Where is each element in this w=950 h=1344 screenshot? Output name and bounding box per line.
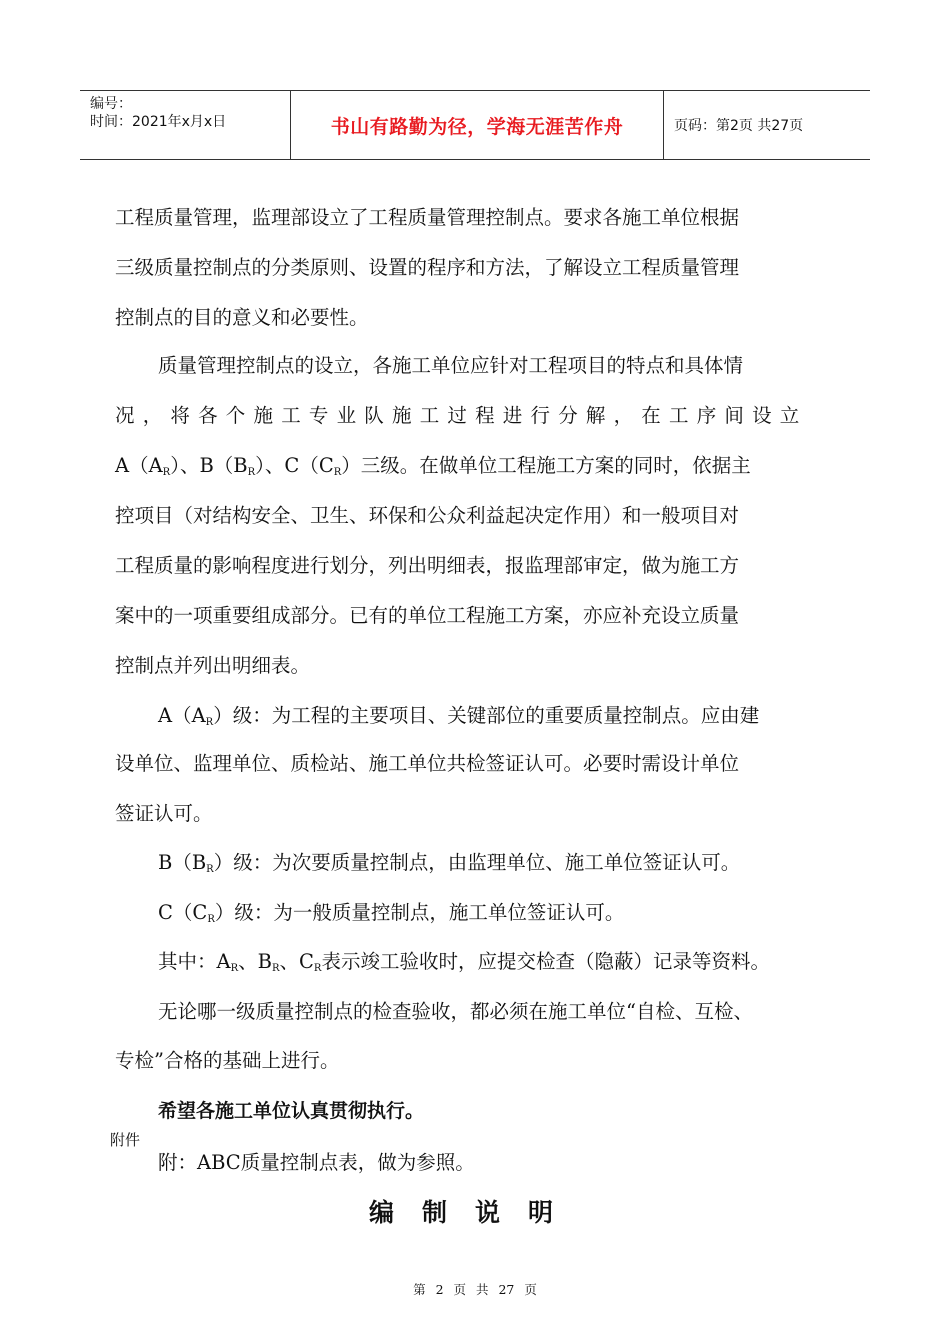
page-header xyxy=(80,90,870,160)
body-line: 三级质量控制点的分类原则、设置的程序和方法，了解设立工程质量管理 xyxy=(115,256,740,279)
section-title: 编制说明 xyxy=(368,1198,581,1227)
body-line-abc: $A(A_R)$、$B(B_R)$、$C(C_R)$三级。在做单位工程施工方案的同时，依据主 xyxy=(115,454,751,478)
records-line: 其中：$A_R$、$B_R$、$C_R$表示竣工验收时，应提交检查（隐蔽）记录等资料。 xyxy=(158,950,770,974)
time-label: 时间：2021年x月x日 xyxy=(90,114,227,130)
a-level-line: $A(A_R)$级：为工程的主要项目、关键部位的重要质量控制点。应由建 xyxy=(158,704,760,728)
body-line: 工程质量管理，监理部设立了工程质量管理控制点。要求各施工单位根据 xyxy=(115,206,740,229)
hope-line: 希望各施工单位认真贯彻执行。 xyxy=(158,1100,425,1122)
code-label: 编号： xyxy=(90,96,132,112)
b-level-line: $B(B_R)$级：为次要质量控制点，由监理单位、施工单位签证认可。 xyxy=(158,851,741,875)
attachment-label: 附件 xyxy=(110,1131,141,1149)
body-line: 专检”合格的基础上进行。 xyxy=(115,1049,340,1072)
body-line: 工程质量的影响程度进行划分，列出明细表，报监理部审定，做为施工方 xyxy=(115,554,740,577)
body-line: 控项目（对结构安全、卫生、环保和公众利益起决定作用）和一般项目对 xyxy=(115,504,740,527)
body-line: 质量管理控制点的设立，各施工单位应针对工程项目的特点和具体情 xyxy=(158,354,744,377)
body-line: 况，将各个施工专业队施工过程进行分解，在工序间设立 xyxy=(115,404,808,427)
header-page-info: 页码：第2页 共27页 xyxy=(674,118,804,134)
page-footer: 第 2 页 共 27 页 xyxy=(413,1282,537,1297)
body-line: 无论哪一级质量控制点的检查验收，都必须在施工单位“自检、互检、 xyxy=(158,1000,753,1023)
body-line: 签证认可。 xyxy=(115,802,213,825)
body-line: 案中的一项重要组成部分。已有的单位工程施工方案，亦应补充设立质量 xyxy=(115,604,740,627)
body-line: 控制点并列出明细表。 xyxy=(115,654,311,677)
body-line: 控制点的目的意义和必要性。 xyxy=(115,306,369,329)
body-line: 设单位、监理单位、质检站、施工单位共检签证认可。必要时需设计单位 xyxy=(115,752,740,775)
header-meta xyxy=(80,91,291,159)
header-motto: 书山有路勤为径，学海无涯苦作舟 xyxy=(291,91,664,159)
c-level-line: $C(C_R)$级：为一般质量控制点，施工单位签证认可。 xyxy=(158,901,625,925)
attachment-line: 附：ABC质量控制点表，做为参照。 xyxy=(158,1151,475,1174)
